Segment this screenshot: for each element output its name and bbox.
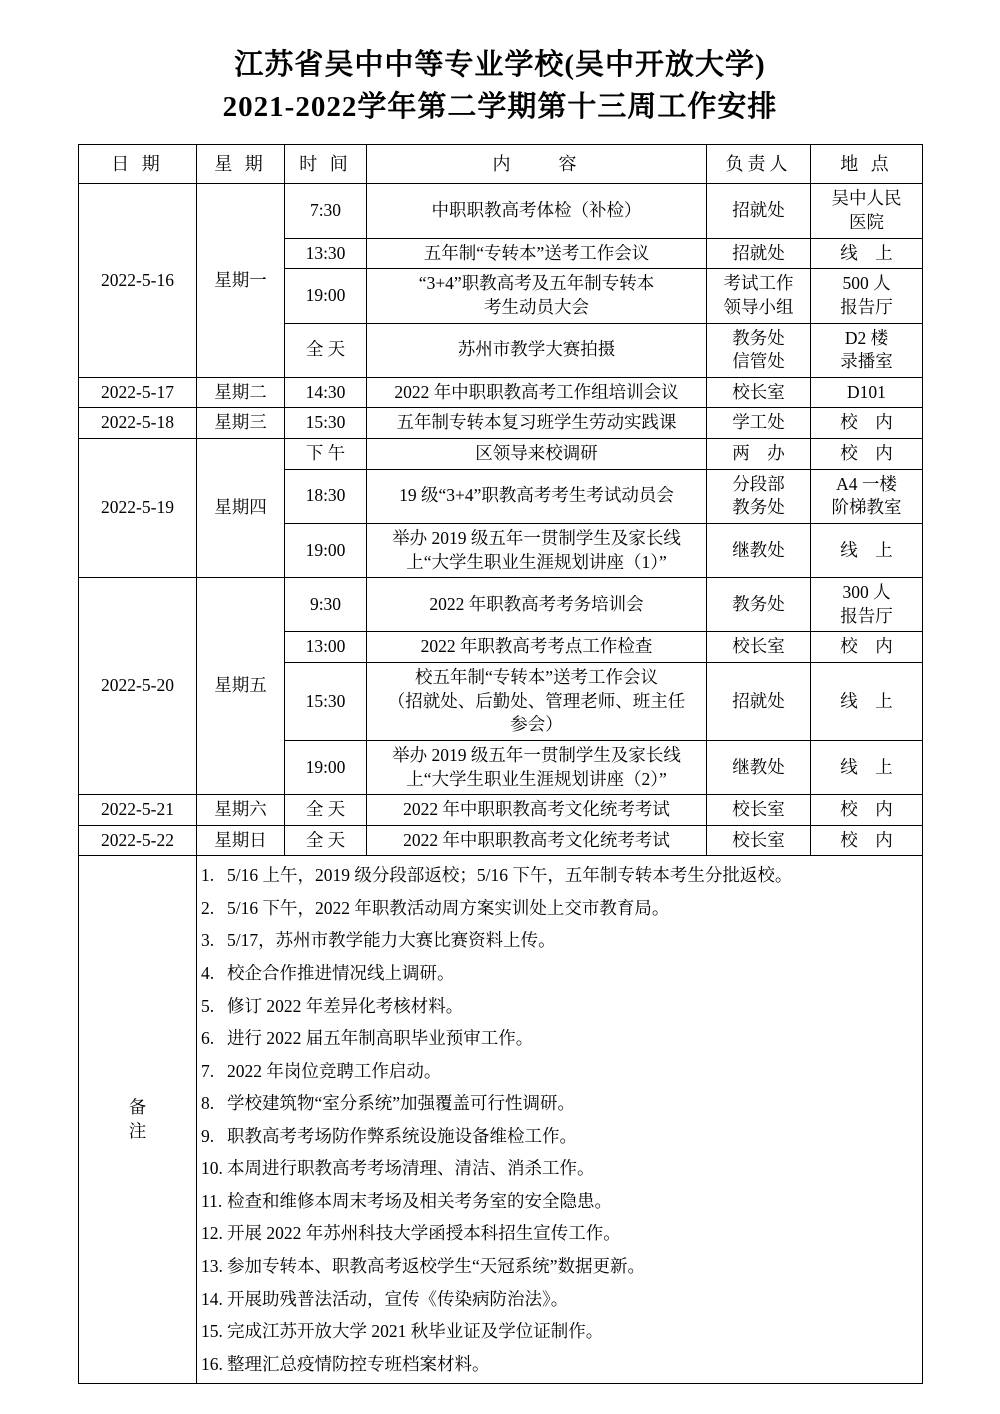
remark-text: 开展 2022 年苏州科技大学函授本科招生宣传工作。 — [227, 1223, 621, 1244]
table-row — [79, 578, 923, 632]
remarks-content — [197, 856, 923, 1384]
remark-item — [201, 1250, 918, 1283]
cell-place: 500 人 报告厅 — [811, 269, 923, 323]
remark-number: 15. — [201, 1321, 223, 1342]
cell-date: 2022-5-16 — [79, 184, 197, 377]
cell-time: 19:00 — [285, 740, 367, 794]
cell-place: D2 楼 录播室 — [811, 323, 923, 377]
remark-number: 11. — [201, 1190, 223, 1211]
remark-item — [201, 859, 918, 892]
remark-item — [201, 892, 918, 925]
remarks-label — [79, 856, 197, 1384]
remark-text: 本周进行职教高考考场清理、清洁、消杀工作。 — [227, 1158, 595, 1179]
cell-content: 19 级“3+4”职教高考考生考试动员会 — [367, 469, 707, 523]
remark-text: 修订 2022 年差异化考核材料。 — [227, 995, 464, 1016]
remark-item — [201, 957, 918, 990]
cell-time: 15:30 — [285, 663, 367, 741]
remark-number: 12. — [201, 1223, 223, 1244]
remark-number: 4. — [201, 963, 215, 984]
cell-weekday: 星期二 — [197, 377, 285, 408]
remark-item — [201, 1120, 918, 1153]
cell-weekday: 星期日 — [197, 825, 285, 856]
cell-time: 全 天 — [285, 825, 367, 856]
cell-time: 15:30 — [285, 408, 367, 439]
remark-text: 5/17，苏州市教学能力大赛比赛资料上传。 — [227, 930, 556, 951]
cell-time: 7:30 — [285, 184, 367, 238]
remark-text: 校企合作推进情况线上调研。 — [227, 963, 455, 984]
cell-content: 校五年制“专转本”送考工作会议 （招就处、后勤处、管理老师、班主任 参会） — [367, 663, 707, 741]
cell-content: 区领导来校调研 — [367, 439, 707, 470]
column-header-owner: 负责人 — [707, 145, 811, 184]
cell-owner: 分段部 教务处 — [707, 469, 811, 523]
cell-owner: 校长室 — [707, 632, 811, 663]
cell-owner: 校长室 — [707, 377, 811, 408]
remark-text: 2022 年岗位竞聘工作启动。 — [227, 1060, 442, 1081]
cell-owner: 考试工作 领导小组 — [707, 269, 811, 323]
cell-owner: 招就处 — [707, 238, 811, 269]
weekly-schedule-table — [78, 144, 923, 1384]
remark-text: 5/16 下午，2022 年职教活动周方案实训处上交市教育局。 — [227, 897, 670, 918]
cell-time: 14:30 — [285, 377, 367, 408]
remark-text: 开展助残普法活动，宣传《传染病防治法》。 — [227, 1288, 569, 1309]
cell-weekday: 星期一 — [197, 184, 285, 377]
remark-text: 完成江苏开放大学 2021 秋毕业证及学位证制作。 — [227, 1321, 604, 1342]
cell-owner: 教务处 信管处 — [707, 323, 811, 377]
cell-place: D101 — [811, 377, 923, 408]
cell-time: 19:00 — [285, 523, 367, 577]
cell-content: 2022 年职教高考考务培训会 — [367, 578, 707, 632]
cell-content: 2022 年中职职教高考工作组培训会议 — [367, 377, 707, 408]
table-body — [79, 184, 923, 856]
remark-number: 10. — [201, 1158, 223, 1179]
table-header-row — [79, 145, 923, 184]
cell-date: 2022-5-20 — [79, 578, 197, 795]
remark-number: 16. — [201, 1353, 223, 1374]
remark-item — [201, 1185, 918, 1218]
cell-owner: 校长室 — [707, 825, 811, 856]
cell-weekday: 星期四 — [197, 439, 285, 578]
cell-place: 校 内 — [811, 795, 923, 826]
cell-weekday: 星期六 — [197, 795, 285, 826]
remark-text: 职教高考考场防作弊系统设施设备维检工作。 — [227, 1125, 577, 1146]
page-title: 2021-2022学年第二学期第十三周工作安排 — [222, 91, 778, 124]
remark-item — [201, 924, 918, 957]
cell-place: 300 人 报告厅 — [811, 578, 923, 632]
cell-place: 线 上 — [811, 523, 923, 577]
remark-number: 1. — [201, 865, 215, 886]
table-row — [79, 439, 923, 470]
table-row — [79, 795, 923, 826]
cell-weekday: 星期三 — [197, 408, 285, 439]
remark-text: 学校建筑物“室分系统”加强覆盖可行性调研。 — [227, 1093, 576, 1114]
cell-place: 校 内 — [811, 825, 923, 856]
remark-number: 3. — [201, 930, 215, 951]
remark-item — [201, 1022, 918, 1055]
remarks-list — [201, 859, 918, 1380]
remark-text: 参加专转本、职教高考返校学生“天冠系统”数据更新。 — [227, 1255, 646, 1276]
cell-content: 五年制专转本复习班学生劳动实践课 — [367, 408, 707, 439]
remark-item — [201, 1348, 918, 1381]
table-row — [79, 408, 923, 439]
cell-owner: 教务处 — [707, 578, 811, 632]
cell-owner: 校长室 — [707, 795, 811, 826]
cell-place: 线 上 — [811, 740, 923, 794]
cell-time: 13:30 — [285, 238, 367, 269]
cell-place: 吴中人民 医院 — [811, 184, 923, 238]
cell-owner: 继教处 — [707, 523, 811, 577]
cell-content: 五年制“专转本”送考工作会议 — [367, 238, 707, 269]
remark-number: 8. — [201, 1093, 215, 1114]
cell-date: 2022-5-17 — [79, 377, 197, 408]
cell-date: 2022-5-21 — [79, 795, 197, 826]
remark-number: 14. — [201, 1288, 223, 1309]
table-header — [79, 145, 923, 184]
cell-owner: 学工处 — [707, 408, 811, 439]
cell-owner: 继教处 — [707, 740, 811, 794]
column-header-time: 时 间 — [285, 145, 367, 184]
remark-item — [201, 1315, 918, 1348]
cell-content: 中职职教高考体检（补检） — [367, 184, 707, 238]
remark-text: 整理汇总疫情防控专班档案材料。 — [227, 1353, 490, 1374]
remarks-label-line2: 注 — [128, 1120, 147, 1141]
remark-number: 2. — [201, 897, 215, 918]
remark-number: 13. — [201, 1255, 223, 1276]
remark-item — [201, 1217, 918, 1250]
cell-content: 苏州市教学大赛拍摄 — [367, 323, 707, 377]
table-row — [79, 184, 923, 238]
column-header-place: 地 点 — [811, 145, 923, 184]
remark-item — [201, 1055, 918, 1088]
cell-content: 举办 2019 级五年一贯制学生及家长线 上“大学生职业生涯规划讲座（1）” — [367, 523, 707, 577]
column-header-date: 日 期 — [79, 145, 197, 184]
remark-number: 9. — [201, 1125, 215, 1146]
cell-date: 2022-5-18 — [79, 408, 197, 439]
cell-time: 全 天 — [285, 795, 367, 826]
table-row — [79, 825, 923, 856]
school-title: 江苏省吴中中等专业学校(吴中开放大学) — [234, 49, 766, 81]
remark-item — [201, 990, 918, 1023]
remark-item — [201, 1283, 918, 1316]
cell-place: 校 内 — [811, 632, 923, 663]
remark-item — [201, 1152, 918, 1185]
cell-time: 18:30 — [285, 469, 367, 523]
table-row — [79, 377, 923, 408]
remark-text: 检查和维修本周末考场及相关考务室的安全隐患。 — [227, 1190, 612, 1211]
cell-place: 线 上 — [811, 238, 923, 269]
remark-item — [201, 1087, 918, 1120]
column-header-content: 内 容 — [367, 145, 707, 184]
remark-text: 5/16 上午，2019 级分段部返校；5/16 下午，五年制专转本考生分批返校。 — [227, 865, 793, 886]
column-header-weekday: 星 期 — [197, 145, 285, 184]
cell-weekday: 星期五 — [197, 578, 285, 795]
cell-time: 下 午 — [285, 439, 367, 470]
cell-place: 线 上 — [811, 663, 923, 741]
cell-date: 2022-5-19 — [79, 439, 197, 578]
cell-content: “3+4”职教高考及五年制专转本 考生动员大会 — [367, 269, 707, 323]
remark-number: 5. — [201, 995, 215, 1016]
cell-time: 全 天 — [285, 323, 367, 377]
cell-content: 2022 年中职职教高考文化统考考试 — [367, 795, 707, 826]
cell-owner: 两 办 — [707, 439, 811, 470]
remark-number: 6. — [201, 1028, 215, 1049]
cell-content: 2022 年职教高考考点工作检查 — [367, 632, 707, 663]
remark-number: 7. — [201, 1060, 215, 1081]
cell-owner: 招就处 — [707, 663, 811, 741]
cell-date: 2022-5-22 — [79, 825, 197, 856]
cell-time: 13:00 — [285, 632, 367, 663]
remark-text: 进行 2022 届五年制高职毕业预审工作。 — [227, 1028, 534, 1049]
remarks-label-line1: 备 — [128, 1097, 147, 1118]
cell-content: 举办 2019 级五年一贯制学生及家长线 上“大学生职业生涯规划讲座（2）” — [367, 740, 707, 794]
cell-owner: 招就处 — [707, 184, 811, 238]
cell-time: 9:30 — [285, 578, 367, 632]
cell-place: 校 内 — [811, 408, 923, 439]
cell-time: 19:00 — [285, 269, 367, 323]
remarks-row — [79, 856, 923, 1384]
cell-place: 校 内 — [811, 439, 923, 470]
cell-content: 2022 年中职职教高考文化统考考试 — [367, 825, 707, 856]
cell-place: A4 一楼 阶梯教室 — [811, 469, 923, 523]
remarks-section — [79, 856, 923, 1384]
